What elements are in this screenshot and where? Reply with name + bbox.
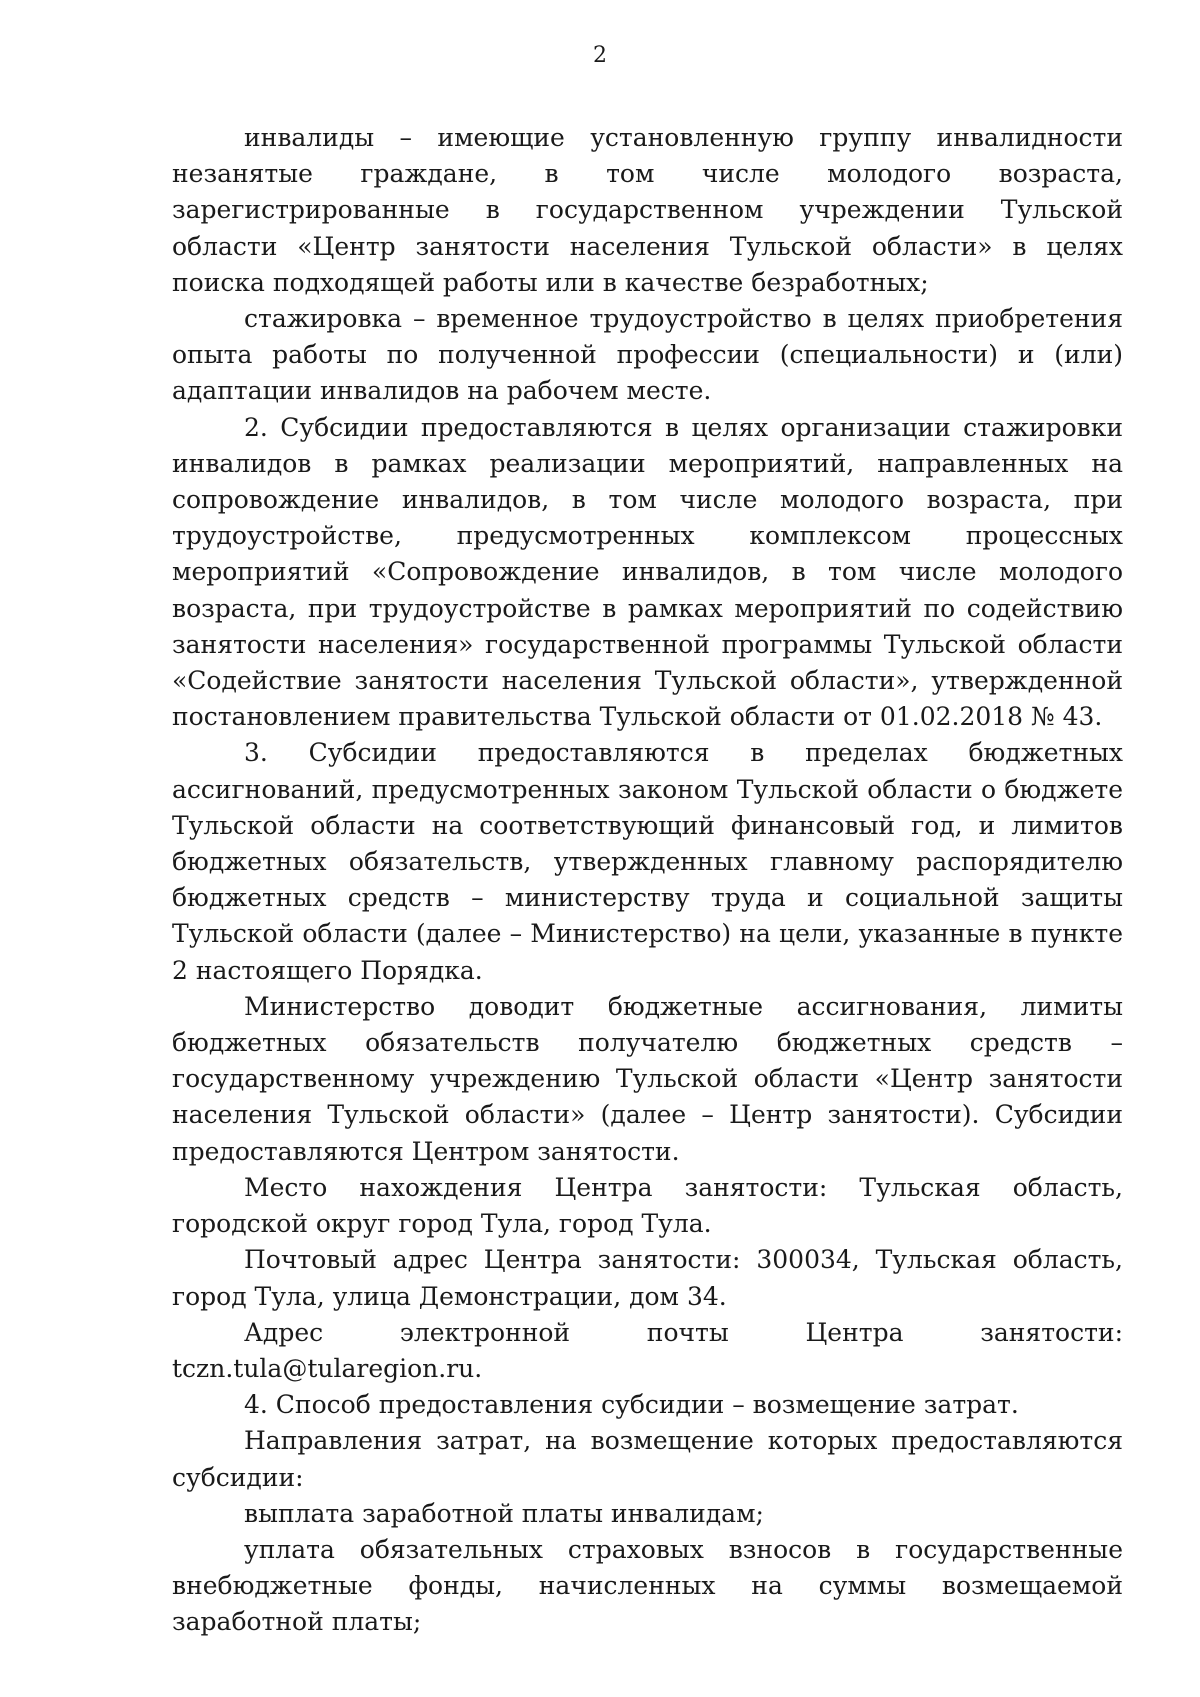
paragraph-item-4-method: 4. Способ предоставления субсидии – возмещение затрат. (244, 1390, 1019, 1420)
paragraph-salary-payment: выплата заработной платы инвалидам; (244, 1498, 764, 1528)
document-body (172, 120, 1123, 1641)
paragraph-location: Место нахождения Центра занятости: Тульская область, городской округ город Тула, город Тула. (172, 1172, 1123, 1239)
paragraph-email-address: Адрес электронной почты Центра занятости: tczn.tula@tularegion.ru. (172, 1317, 1123, 1383)
paragraph-cost-directions: Направления затрат, на возмещение которых предоставляются субсидии: (172, 1426, 1123, 1492)
paragraph-ministry-allocation: Министерство доводит бюджетные ассигнования, лимиты бюджетных обязательств получателю бюджетных средств – государственному учреждению Тульской области «Центр занятости населения Тульской области» (далее – Центр занятости). Субсидии предоставляются Центром занятости. (172, 991, 1123, 1166)
paragraph-insurance-contributions: уплата обязательных страховых взносов в государственные внебюджетные фонды, начисленных на суммы возмещаемой заработной платы; (172, 1534, 1123, 1637)
paragraph-item-3-budget: 3. Субсидии предоставляются в пределах бюджетных ассигнований, предусмотренных законом Тульской области о бюджете Тульской области на соответствующий финансовый год, и лимитов бюджетных обязательств, утвержденных главному распорядителю бюджетных средств – министерству труда и социальной защиты Тульской области (далее – Министерство) на цели, указанные в пункте 2 настоящего Порядка. (172, 738, 1123, 985)
page-number: 2 (593, 43, 607, 68)
paragraph-postal-address: Почтовый адрес Центра занятости: 300034, Тульская область, город Тула, улица Демонстрации, дом 34. (172, 1245, 1123, 1311)
paragraph-item-2-purpose: 2. Субсидии предоставляются в целях организации стажировки инвалидов в рамках реализации мероприятий, направленных на сопровождение инвалидов, в том числе молодого возраста, при трудоустройстве, предусмотренных комплексом процессных мероприятий «Сопровождение инвалидов, в том числе молодого возраста, при трудоустройстве в рамках мероприятий по содействию занятости населения» государственной программы Тульской области «Содействие занятости населения Тульской области», утвержденной постановлением правительства Тульской области от 01.02.2018 № 43. (172, 412, 1123, 732)
paragraph-definition-internship: стажировка – временное трудоустройство в целях приобретения опыта работы по полученной профессии (специальности) и (или) адаптации инвалидов на рабочем месте. (172, 304, 1123, 406)
paragraph-definition-disabled: инвалиды – имеющие установленную группу инвалидности незанятые граждане, в том числе молодого возраста, зарегистрированные в государственном учреждении Тульской области «Центр занятости населения Тульской области» в целях поиска подходящей работы или в качестве безработных; (172, 123, 1123, 297)
